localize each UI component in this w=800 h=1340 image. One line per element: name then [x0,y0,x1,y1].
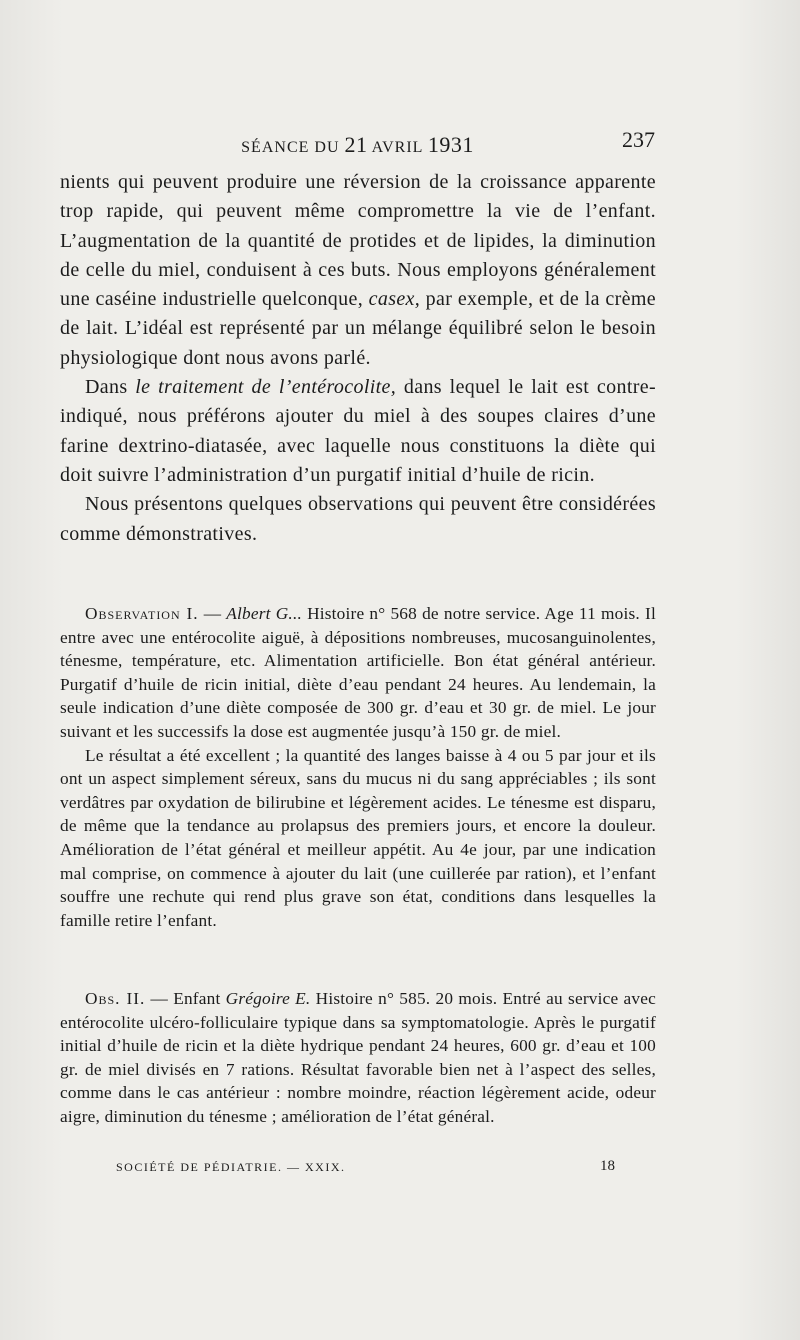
observation-2-label: Obs. II. [85,989,146,1008]
main-body [60,168,656,549]
observation-2-patient: Grégoire E. [225,989,311,1008]
signature-line: SOCIÉTÉ DE PÉDIATRIE. — XXIX. [116,1160,346,1174]
observation-2-sep: — [145,989,174,1008]
observation-2 [60,987,656,1129]
paragraph-2-italic: le traitement de l’entérocolite, [135,376,397,399]
paragraph-1 [60,168,656,373]
observation-1 [60,602,656,932]
observation-1-para-1 [60,602,656,744]
observation-2-name-pre: Enfant [173,989,226,1008]
paragraph-1-italic: casex, [368,288,421,311]
running-title [60,132,655,158]
observation-2-para-1 [60,987,656,1129]
paragraph-1-text: nients qui peuvent produire une réversion de la croissance apparente trop rapide, qui peuvent même compromettre la vie de l’enfant. L’augmentation de la quantité de protides et de lipides, la diminution de celle du miel, conduisent à ces buts. Nous employons généralement une caséine industrielle quelconque, [60,171,656,311]
paragraph-2 [60,373,656,490]
page-footer [60,1158,655,1178]
running-header [60,127,655,155]
running-title-year: 1931 [427,132,474,157]
observation-1-patient: Albert G... [226,604,302,623]
running-title-day: 21 [344,132,368,157]
running-title-month: AVRIL [367,139,428,156]
observation-1-para-2: Le résultat a été excellent ; la quantité des langes baisse à 4 ou 5 par jour et ils ont un aspect simplement séreux, sans du mucus ni du sang appréciables ; ils sont verdâtres par oxydation de bilirubine et légèrement acides. Le ténesme est disparu, de même que la tendance au prolapsus des premiers jours, et encore la douleur. Amélioration de l’état général et meilleur appétit. Au 4e jour, par une indication mal comprise, on commence à ajouter du lait (une cuillerée par ration), et l’enfant souffre une rechute qui rend plus grave son état, conditions dans lesquelles la famille retire l’enfant. [60,745,656,930]
paragraph-2-start: Dans [85,376,136,399]
observation-1-sep: — [198,604,227,623]
running-title-pre: SÉANCE DU [241,139,345,156]
signature-number: 18 [600,1158,615,1174]
observation-1-label: Observation I. [85,604,199,623]
page-number: 237 [622,127,655,152]
observation-2-text: Histoire n° 585. 20 mois. Entré au service avec entérocolite ulcéro-folliculaire typique dans sa symptomatologie. Après le purgatif initial d’huile de ricin et la diète hydrique pendant 24 heures, 600 gr. d’eau et 100 gr. de miel divisés en 7 rations. Résultat favorable bien net à l’aspect des selles, comme dans le cas antérieur : nombre moindre, réaction légèrement acide, odeur aigre, diminution du ténesme ; amélioration de l’état général. [60,989,656,1126]
observation-1-text: Histoire n° 568 de notre service. Age 11 mois. Il entre avec une entérocolite aiguë, à dépositions nombreuses, mucosanguinolentes, ténesme, température, etc. Alimentation artificielle. Bon état général antérieur. Purgatif d’huile de ricin initial, diète d’eau pendant 24 heures. Au lendemain, la seule indication d’une diète composée de 300 gr. d’eau et 30 gr. de miel. Le jour suivant et les successifs la dose est augmentée jusqu’à 150 gr. de miel. [60,604,656,741]
paragraph-3: Nous présentons quelques observations qui peuvent être considérées comme démonstratives. [60,493,656,545]
paragraph-2-end: dans lequel le lait est contre-indiqué, nous préférons ajouter du miel à des soupes claires d’une farine dextrino-diatasée, avec laquelle nous constituons la diète qui doit suivre l’administration d’un purgatif initial d’huile de ricin. [60,376,656,486]
paragraph-1-end: par exemple, et de la crème de lait. L’idéal est représenté par un mélange équilibré selon le besoin physiologique dont nous avons parlé. [60,288,656,369]
